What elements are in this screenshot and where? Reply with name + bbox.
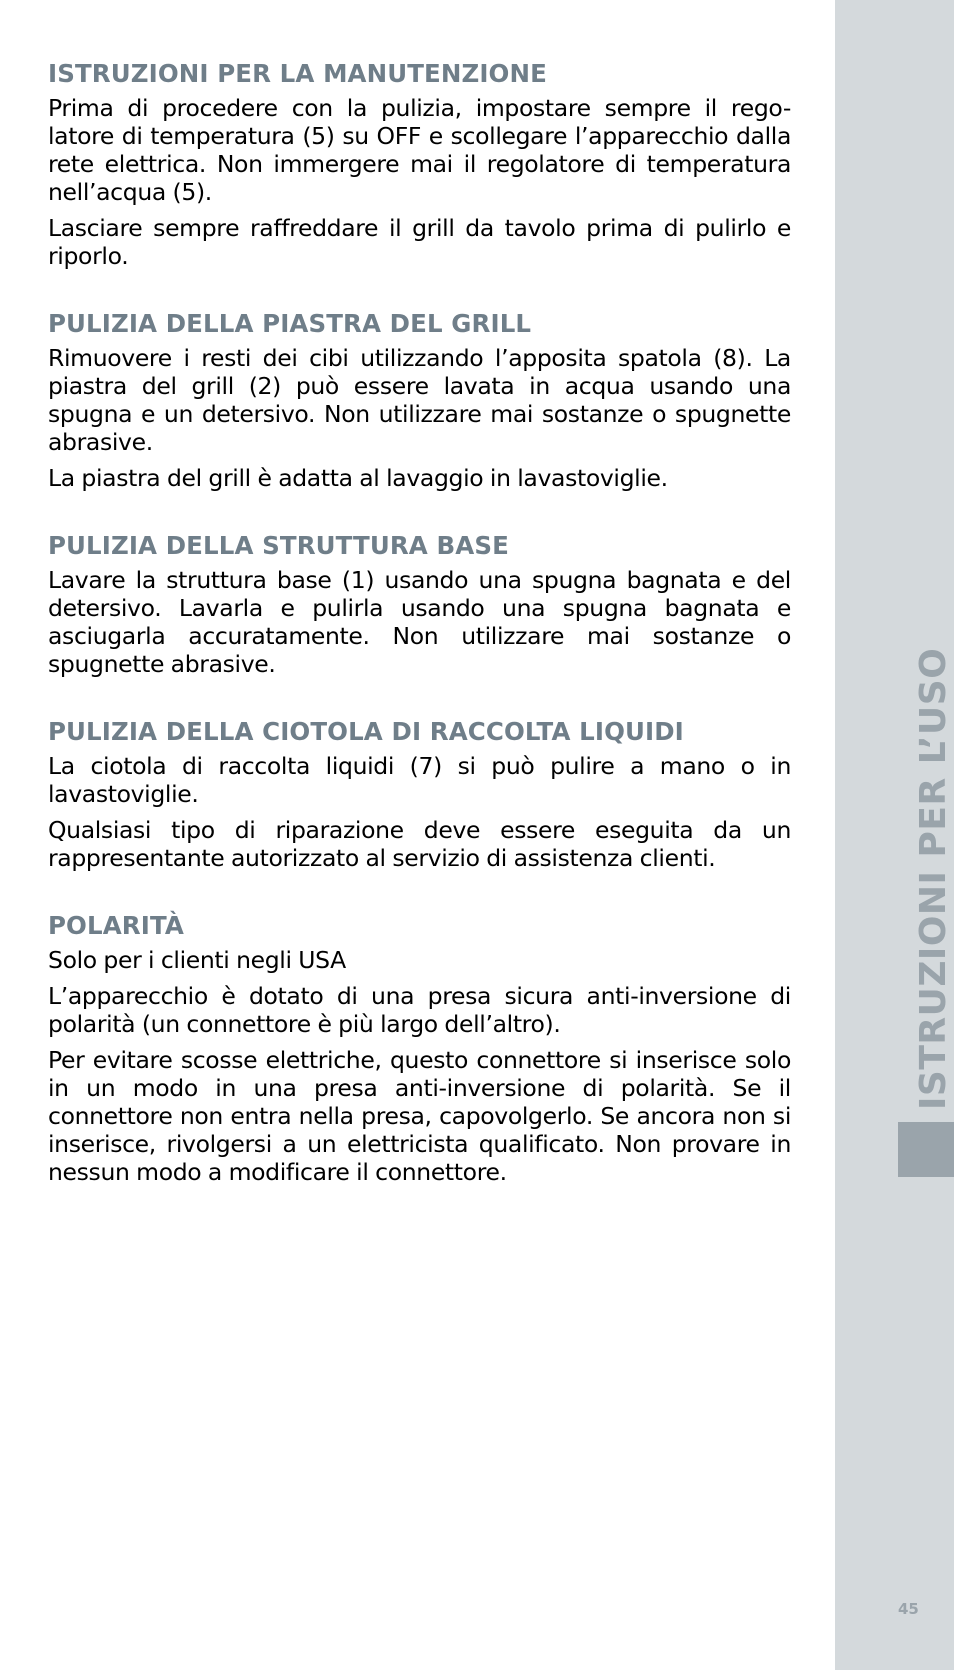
- section-base-cleaning: [48, 530, 791, 678]
- section-maintenance: [48, 58, 791, 270]
- paragraph: Per evitare scosse elettriche, questo connettore si inserisce solo in un modo in una presa anti-inversione di polarità. Se il connettore non entra nella presa, capovolgerlo. Se ancora non si inserisce, rivolgersi a un elettricista qualificato. Non provare in nessun modo a modificare il connettore.: [48, 1046, 791, 1186]
- page-number: 45: [898, 1600, 919, 1618]
- paragraph: L’apparecchio è dotato di una presa sicura anti-inversione di polarità (un connettore è più largo dell’altro).: [48, 982, 791, 1038]
- sidebar-title: ISTRUZIONI PER L’USO: [913, 647, 954, 1110]
- sidebar-tab-marker: [898, 1122, 954, 1177]
- section-heading: ISTRUZIONI PER LA MANUTENZIONE: [48, 59, 547, 88]
- paragraph: Lasciare sempre raffreddare il grill da tavolo prima di pulirlo e riporlo.: [48, 214, 791, 270]
- paragraph: Lavare la struttura base (1) usando una spugna bagnata e del detersivo. Lavarla e pulirla usando una spugna bagnata e asciugarla accuratamente. Non utilizzare mai sostanze o spugnette abrasive.: [48, 566, 791, 678]
- paragraph: Rimuovere i resti dei cibi utilizzando l’apposita spatola (8). La piastra del grill (2) può essere lavata in acqua usando una spugna e un detersivo. Non utilizzare mai sostanze o spugnette abrasive.: [48, 344, 791, 456]
- paragraph: La ciotola di raccolta liquidi (7) si può pulire a mano o in lavastoviglie.: [48, 752, 791, 808]
- paragraph: La piastra del grill è adatta al lavaggio in lavastoviglie.: [48, 464, 668, 492]
- section-heading: PULIZIA DELLA CIOTOLA DI RACCOLTA LIQUIDI: [48, 717, 684, 746]
- paragraph: Solo per i clienti negli USA: [48, 946, 346, 974]
- paragraph: Qualsiasi tipo di riparazione deve essere eseguita da un rappresentante autorizzato al servizio di assistenza clienti.: [48, 816, 791, 872]
- section-heading: PULIZIA DELLA STRUTTURA BASE: [48, 531, 509, 560]
- section-grill-plate-cleaning: [48, 308, 791, 492]
- section-heading: PULIZIA DELLA PIASTRA DEL GRILL: [48, 309, 532, 338]
- section-polarity: [48, 910, 791, 1186]
- section-heading: POLARITÀ: [48, 911, 184, 940]
- document-body: [48, 58, 791, 1224]
- section-drip-tray-cleaning: [48, 716, 791, 872]
- paragraph: Prima di procedere con la pulizia, impostare sempre il rego-latore di temperatura (5) su OFF e scollegare l’apparecchio dalla rete elettrica. Non immergere mai il regolatore di temperatura nell’acqua (5).: [48, 94, 791, 206]
